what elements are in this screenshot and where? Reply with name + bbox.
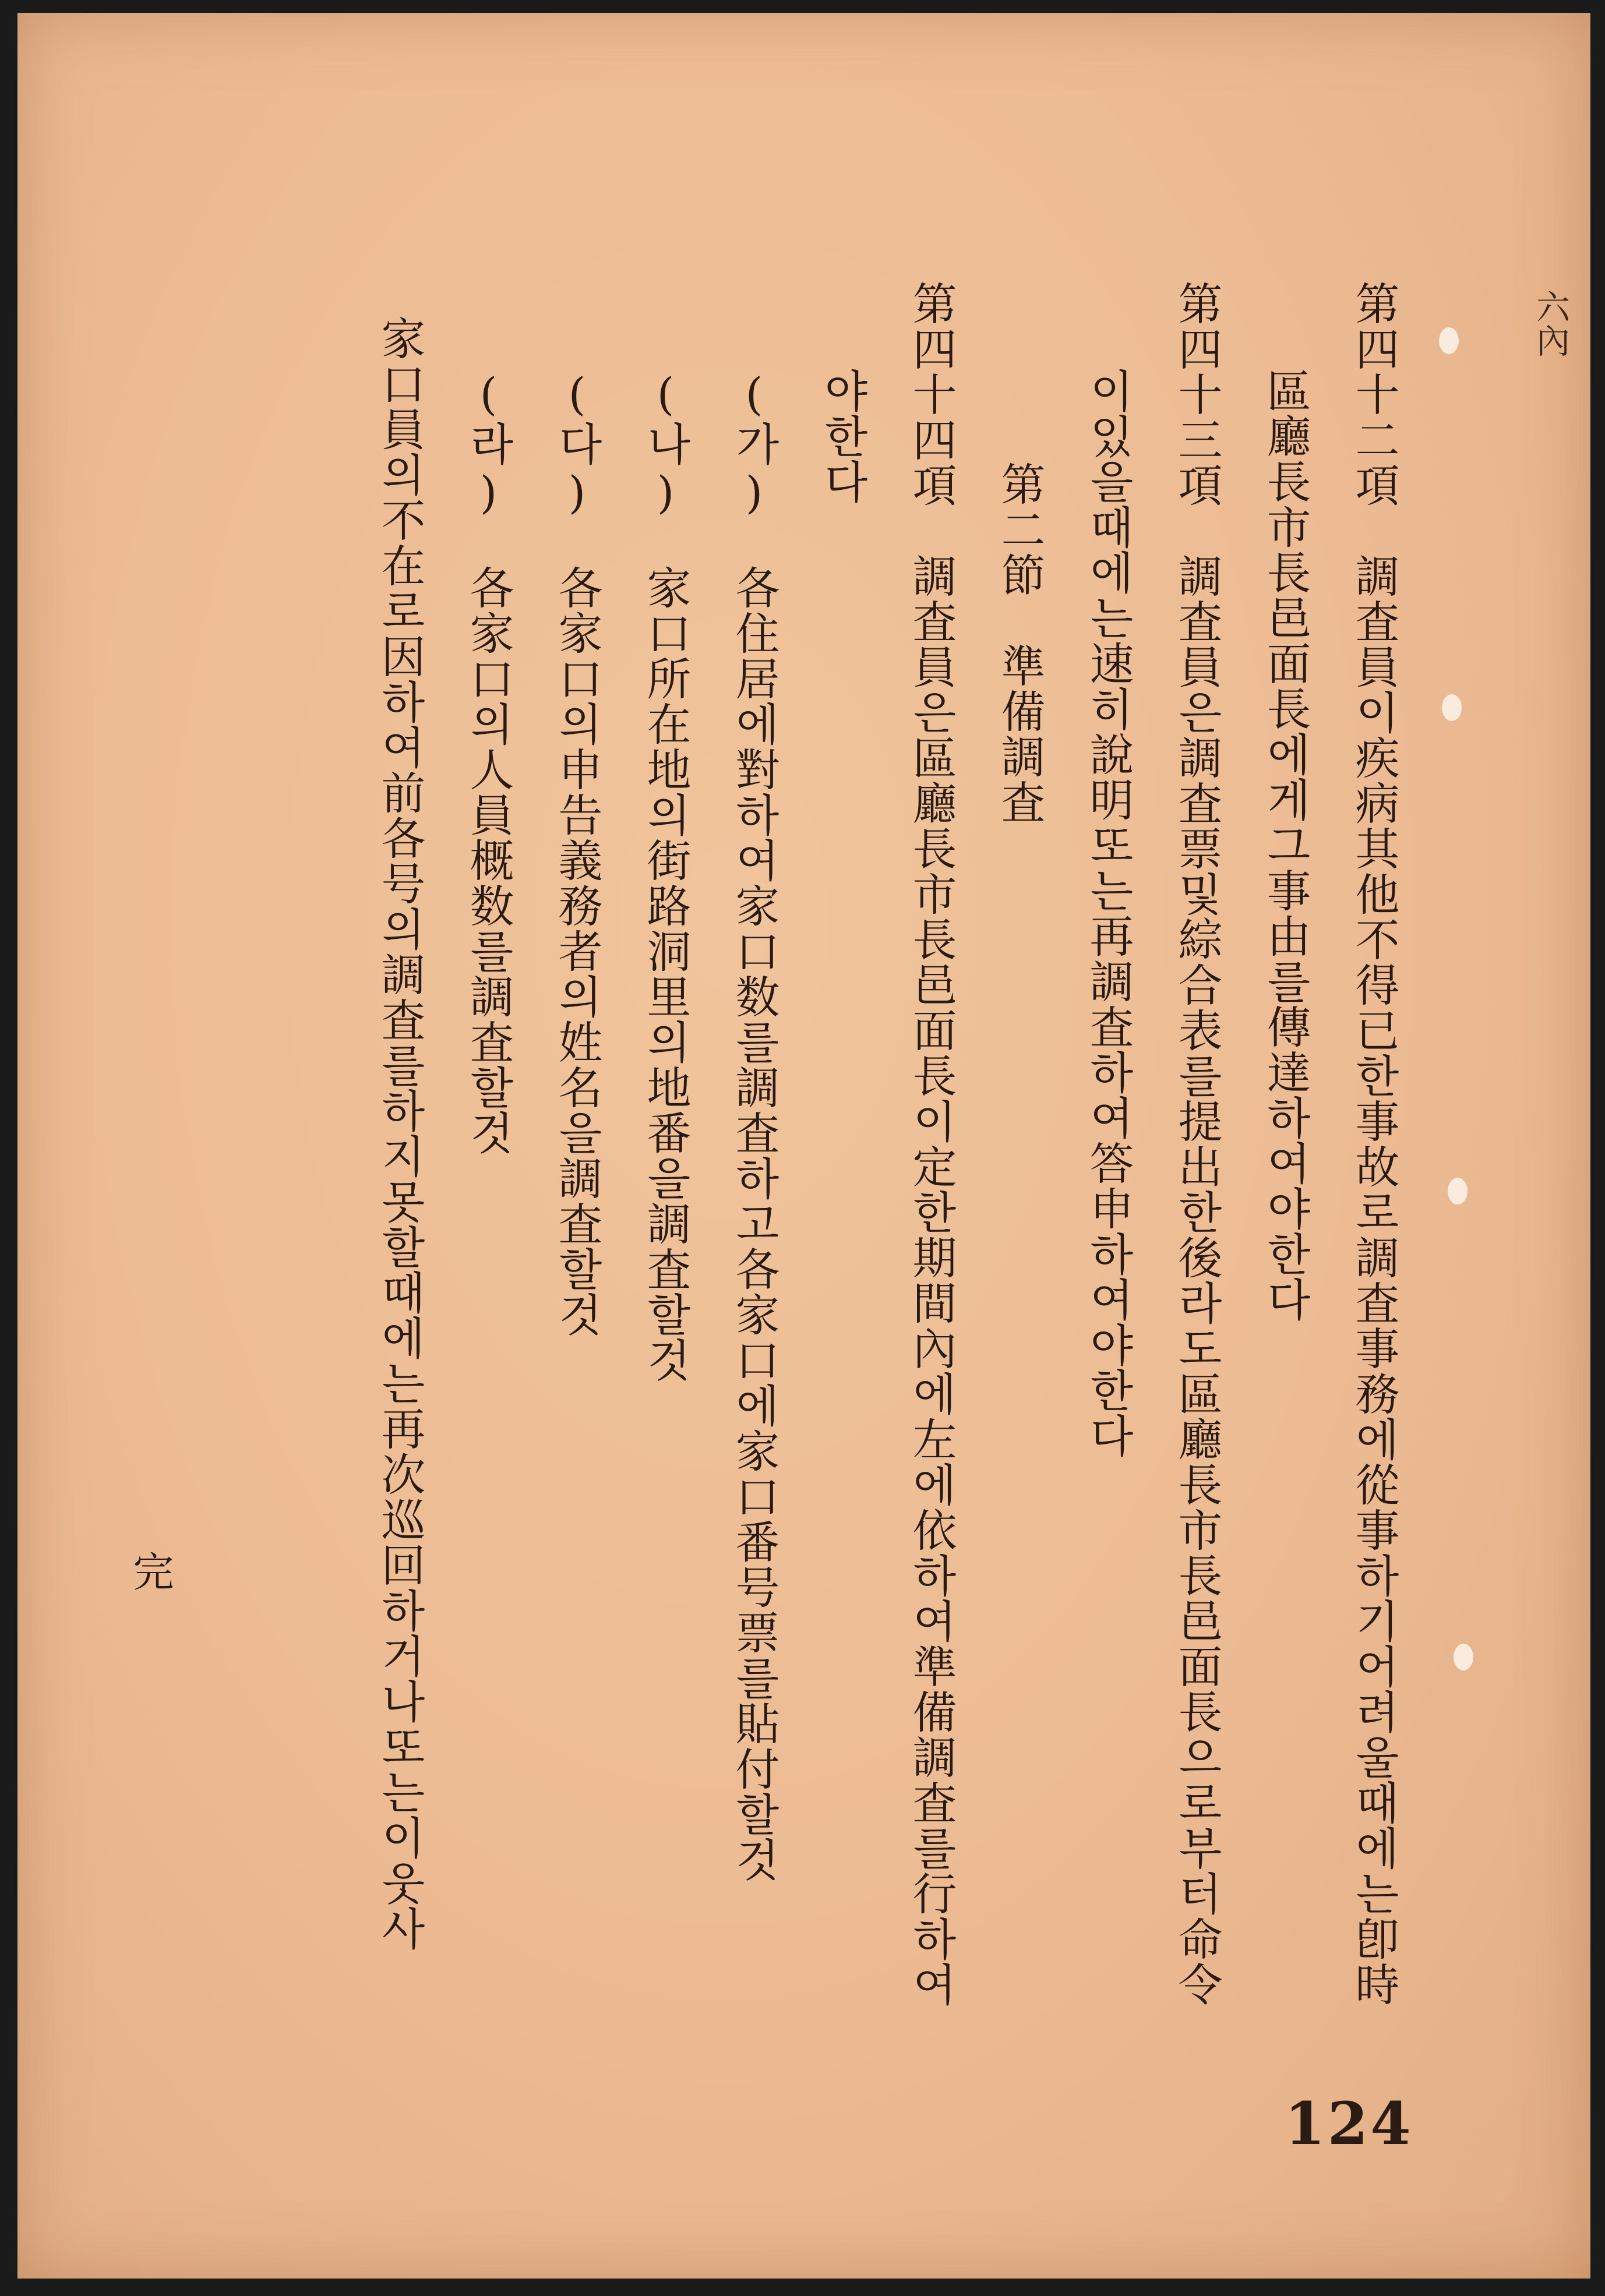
text-column-7: 야한다 [817,368,869,504]
binding-hole [1454,1644,1473,1670]
binding-hole [1448,1178,1468,1204]
text-columns [239,281,1404,2115]
section-heading: 第二節 準備調査 [994,461,1046,825]
end-mark: 完 [126,1550,174,1591]
document-page [17,13,1590,2279]
text-column-6: 第四十四項 調査員은區廳長市長邑面長이定한期間內에左에依하여準備調査를行하여 [905,281,957,2007]
text-column-3: 第四十三項 調査員은調査票및綜合表를提出한後라도區廳長市長邑面長으로부터命令 [1171,281,1223,2007]
text-column-1: 第四十二項 調査員이疾病其他不得已한事故로調査事務에從事하기어려울때에는卽時 [1348,281,1400,2007]
list-item-ga: (가) 各住居에對하여家口数를調査하고各家口에家口番号票를貼付할것 [728,368,780,1882]
binding-hole [1439,327,1459,354]
page-number: 124 [1285,2089,1413,2158]
text-column-4: 이있을때에는速히說明또는再調査하여答申하여야한다 [1082,368,1134,1458]
page-corner-mark: 六內 [1530,289,1570,357]
text-column-2: 區廳長市長邑面長에게그事由를傳達하여야한다 [1260,368,1311,1322]
text-column-12: 家口員의不在로因하여前各号의調査를하지못할때에는再次巡回하거나또는이웃사 [374,316,426,1951]
binding-hole [1442,694,1462,721]
list-item-na: (나) 家口所在地의街路洞里의地番을調査할것 [640,368,692,1383]
list-item-da: (다) 各家口의申告義務者의姓名을調査할것 [551,368,603,1337]
list-item-ra: (라) 各家口의人員概数를調査할것 [463,368,514,1156]
